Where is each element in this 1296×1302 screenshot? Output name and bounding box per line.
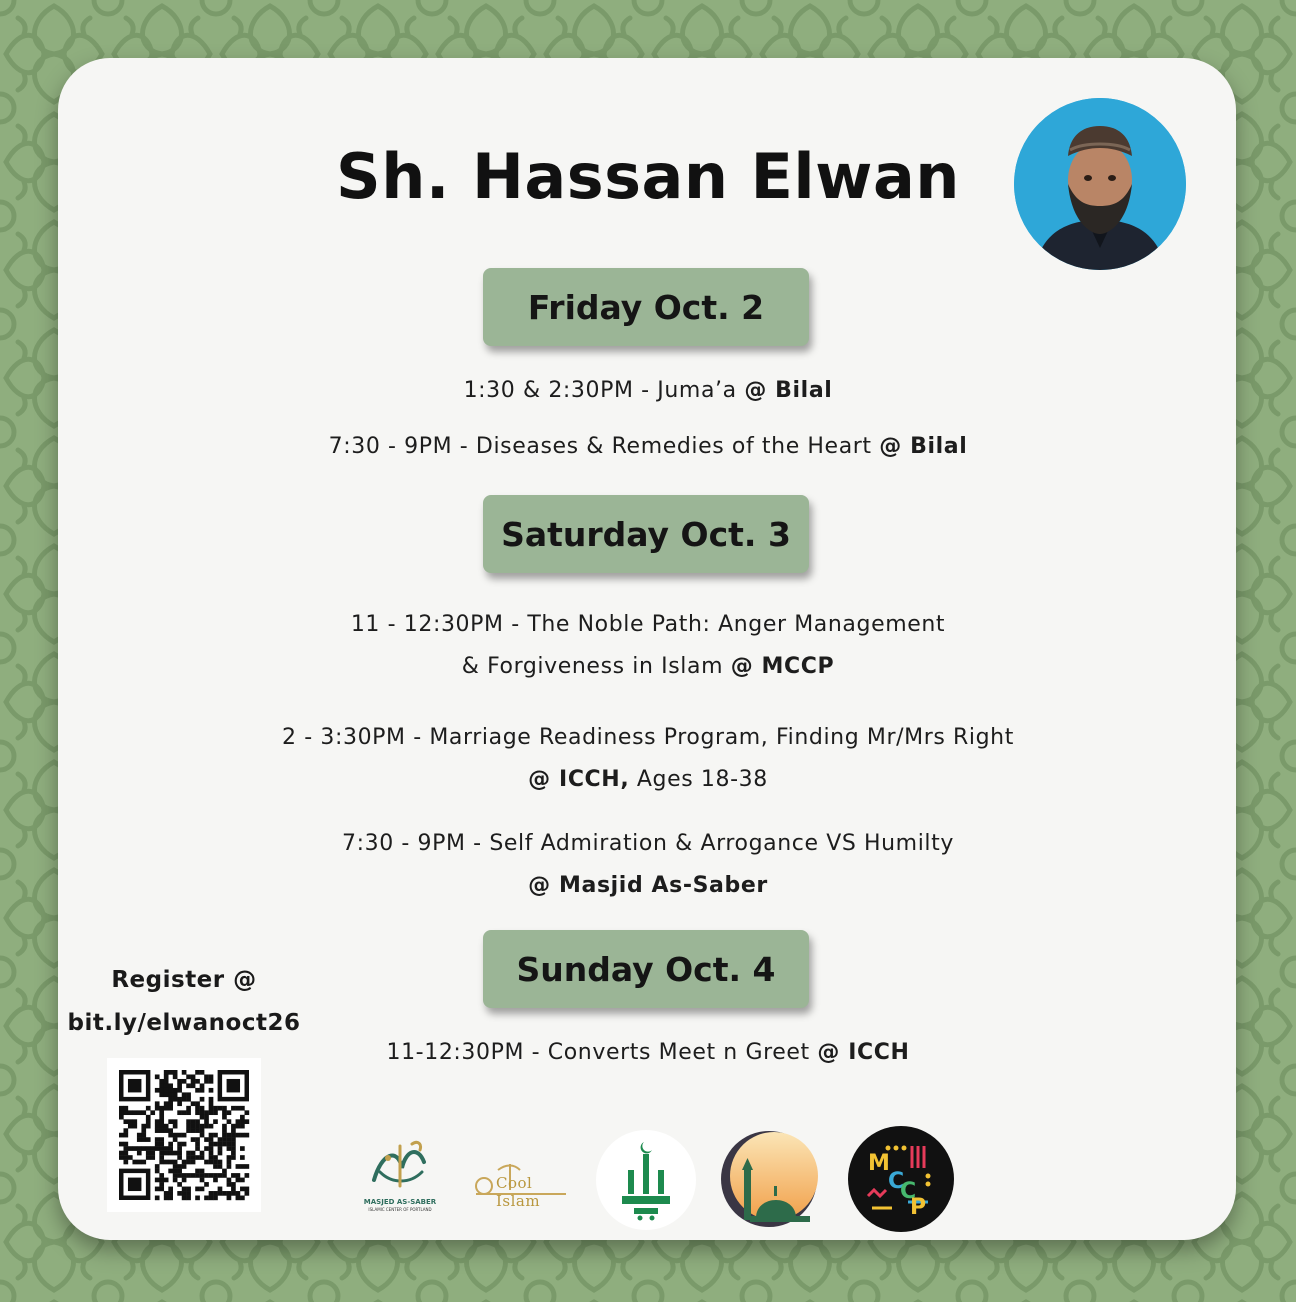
- mosque-crescent-icon: [720, 1130, 818, 1228]
- register-label: Register @: [111, 967, 257, 993]
- event-venue: @ ICCH: [817, 1040, 910, 1065]
- mccp-letter: P: [910, 1195, 927, 1220]
- logo-subcaption: ISLAMIC CENTER OF PORTLAND: [368, 1207, 432, 1212]
- event-line: & Forgiveness in Islam @ MCCP: [461, 654, 835, 679]
- register-link[interactable]: bit.ly/elwanoct26: [67, 1010, 301, 1036]
- qr-code[interactable]: [107, 1058, 261, 1212]
- mccp-logo: [848, 1126, 954, 1232]
- event-line: 1:30 & 2:30PM - Juma’a @ Bilal: [463, 378, 833, 403]
- event-line: 2 - 3:30PM - Marriage Readiness Program, Finding Mr/Mrs Right: [282, 725, 1014, 750]
- event-venue: @ Bilal: [744, 378, 833, 403]
- event-venue: @ Bilal: [879, 434, 968, 459]
- event-venue: @ MCCP: [730, 654, 835, 679]
- mccp-letter: M: [868, 1151, 890, 1176]
- masjid-logo: [596, 1130, 696, 1230]
- mccp-letter: C: [900, 1179, 917, 1204]
- day-header-friday: Friday Oct. 2: [483, 268, 809, 346]
- speaker-photo: [1014, 98, 1186, 270]
- event-line: 11-12:30PM - Converts Meet n Greet @ ICCH: [386, 1040, 910, 1065]
- cool-islam-logo: [470, 1160, 572, 1210]
- speaker-portrait-icon: [1014, 98, 1186, 270]
- event-line: 7:30 - 9PM - Diseases & Remedies of the Heart @ Bilal: [328, 434, 968, 459]
- event-venue: @ Masjid As-Saber: [528, 873, 768, 898]
- event-line: @ ICCH, Ages 18-38: [528, 767, 768, 792]
- mccp-letter: C: [888, 1169, 905, 1194]
- day-header-saturday: Saturday Oct. 3: [483, 495, 809, 573]
- mosque-sunset-logo: [720, 1130, 818, 1228]
- event-venue: @ ICCH,: [528, 767, 630, 792]
- mosque-calligraphy-icon: [596, 1130, 696, 1230]
- day-header-sunday: Sunday Oct. 4: [483, 930, 809, 1008]
- qr-code-icon: [107, 1058, 261, 1212]
- event-line: 7:30 - 9PM - Self Admiration & Arrogance VS Humilty: [342, 831, 954, 856]
- event-line: 11 - 12:30PM - The Noble Path: Anger Management: [350, 612, 946, 637]
- cool-islam-text: Cool Islam: [496, 1174, 541, 1210]
- event-line: [0, 873, 1296, 898]
- mccp-emblem-icon: [848, 1126, 954, 1232]
- masjed-as-saber-logo: [352, 1132, 448, 1214]
- logo-caption: MASJED AS-SABER: [363, 1198, 437, 1206]
- page-title: Sh. Hassan Elwan: [336, 140, 960, 213]
